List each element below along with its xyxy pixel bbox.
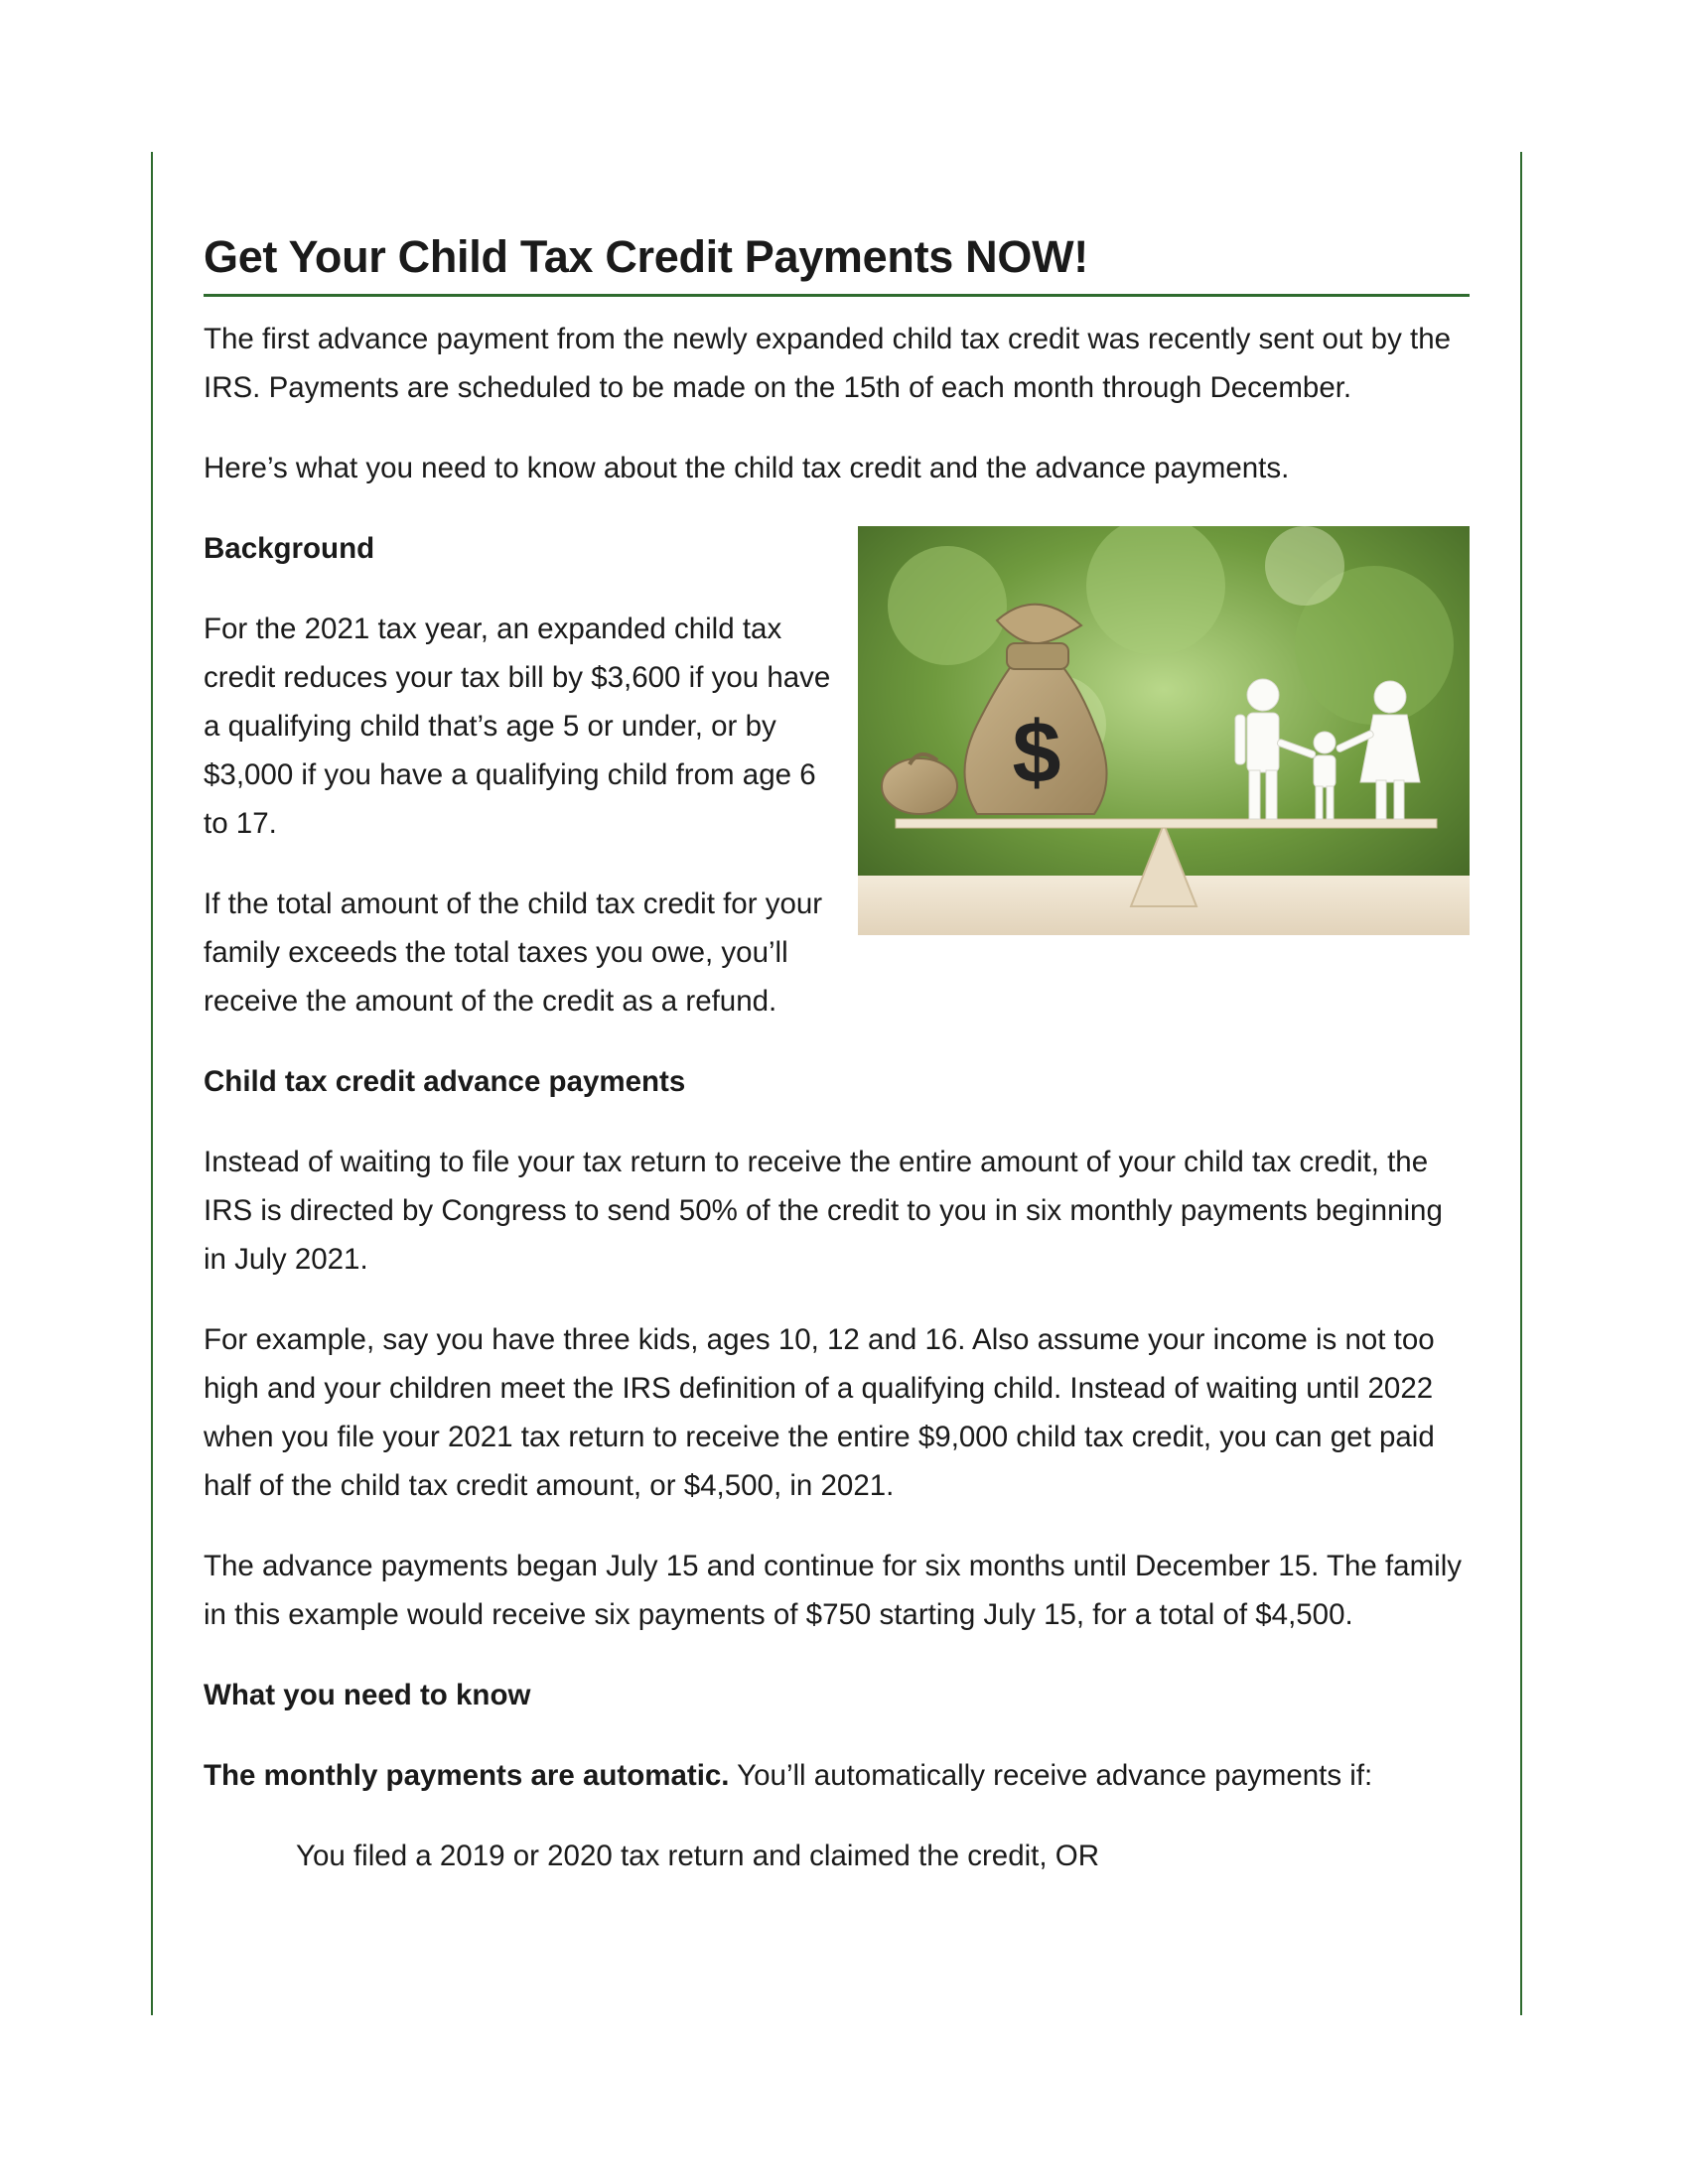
article xyxy=(204,228,1470,1912)
automatic-payments-text: You’ll automatically receive advance payments if: xyxy=(729,1759,1373,1792)
article-title: Get Your Child Tax Credit Payments NOW! xyxy=(204,231,1088,282)
seesaw-illustration xyxy=(858,526,1470,935)
intro-paragraph: The first advance payment from the newly expanded child tax credit was recently sent out by the IRS. Payments are scheduled to be made on the 15th of each month through December. xyxy=(204,323,1452,404)
advance-paragraph-1: Instead of waiting to file your tax return to receive the entire amount of your child tax credit, the IRS is directed by Congress to send 50% of the credit to you in six monthly payments beginning in July 2021. xyxy=(204,1146,1443,1276)
lead-paragraph: Here’s what you need to know about the child tax credit and the advance payments. xyxy=(204,452,1290,484)
background-paragraph-2: If the total amount of the child tax credit for your family exceeds the total taxes you owe, you’ll receive the amount of the credit as a refund. xyxy=(204,887,823,1018)
condition-item-1: You filed a 2019 or 2020 tax return and claimed the credit, OR xyxy=(296,1840,1100,1872)
background-paragraph-1: For the 2021 tax year, an expanded child tax credit reduces your tax bill by $3,600 if you have a qualifying child that’s age 5 or under, or by $3,000 if you have a qualifying child from age 6 to 17. xyxy=(204,613,831,840)
automatic-payments-lead: The monthly payments are automatic. xyxy=(204,1759,730,1792)
automatic-payments-paragraph xyxy=(204,1751,1470,1800)
money-family-seesaw-image xyxy=(858,526,1470,935)
title-underline xyxy=(204,294,1470,297)
advance-payments-heading: Child tax credit advance payments xyxy=(204,1065,686,1098)
dollar-sign-label: $ xyxy=(1012,703,1061,801)
advance-paragraph-3: The advance payments began July 15 and continue for six months until December 15. The family in this example would receive six payments of $750 starting July 15, for a total of $4,500. xyxy=(204,1550,1463,1631)
background-heading: Background xyxy=(204,532,375,565)
advance-paragraph-2: For example, say you have three kids, ages 10, 12 and 16. Also assume your income is not too high and your children meet the IRS definition of a qualifying child. Instead of waiting until 2022 when you file your 2021 tax return to receive the entire $9,000 child tax credit, you can get paid half of the child tax credit amount, or $4,500, in 2021. xyxy=(204,1323,1435,1502)
right-border-line xyxy=(1520,152,1522,2015)
left-border-line xyxy=(151,152,153,2015)
what-you-need-to-know-heading: What you need to know xyxy=(204,1679,531,1711)
